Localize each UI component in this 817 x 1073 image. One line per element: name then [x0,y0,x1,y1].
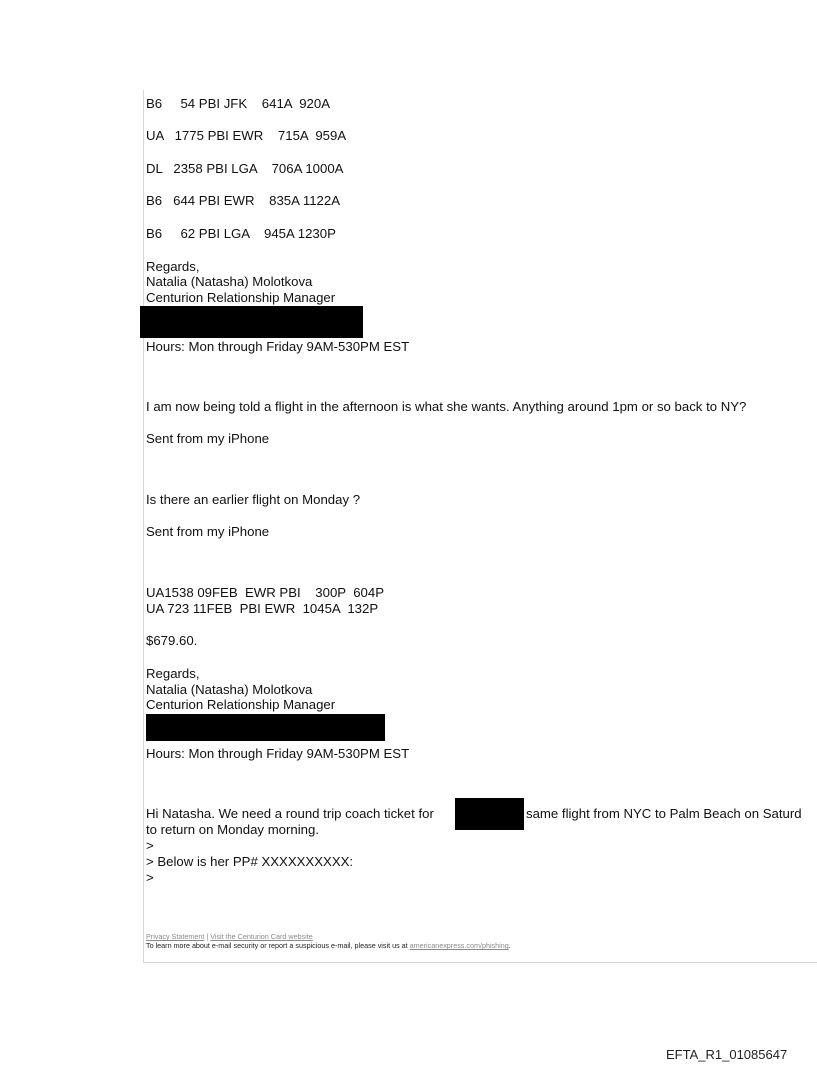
message-afternoon-request: I am now being told a flight in the afternoon is what she wants. Anything around 1pm or so back to NY? [146,399,747,414]
sig2-name: Natalia (Natasha) Molotkova [146,682,313,697]
redaction-block [146,714,385,741]
sig2-regards: Regards, [146,666,200,681]
request-line-1b: same flight from NYC to Palm Beach on Saturd [526,806,802,821]
quote-line: > [146,870,154,885]
redaction-block [140,306,363,338]
sig2-title: Centurion Relationship Manager [146,697,336,712]
flight-option-2: UA 1775 PBI EWR 715A 959A [146,128,347,143]
sig2-hours: Hours: Mon through Friday 9AM-530PM EST [146,746,410,761]
sig1-title: Centurion Relationship Manager [146,290,336,305]
message-earlier-flight: Is there an earlier flight on Monday ? [146,492,361,507]
phishing-link[interactable]: americanexpress.com/phishing [409,941,509,950]
itinerary-outbound: UA1538 09FEB EWR PBI 300P 604P [146,585,384,600]
sent-from-iphone: Sent from my iPhone [146,524,270,539]
footer-security-note [146,941,511,950]
footer-links [146,932,313,941]
flight-option-3: DL 2358 PBI LGA 706A 1000A [146,161,344,176]
itinerary-return: UA 723 11FEB PBI EWR 1045A 132P [146,601,379,616]
footer-separator: | [204,932,211,941]
sig1-hours: Hours: Mon through Friday 9AM-530PM EST [146,339,410,354]
sig1-regards: Regards, [146,259,200,274]
bates-number: EFTA_R1_01085647 [666,1047,788,1062]
sent-from-iphone: Sent from my iPhone [146,431,270,446]
request-line-2: to return on Monday morning. [146,822,319,837]
request-line-1a: Hi Natasha. We need a round trip coach ticket for [146,806,434,821]
footer-note-text: To learn more about e-mail security or report a suspicious e-mail, please visit us at [146,941,410,950]
privacy-statement-link[interactable]: Privacy Statement [146,932,205,941]
sig1-name: Natalia (Natasha) Molotkova [146,274,313,289]
redaction-block [455,798,524,830]
fare-price: $679.60. [146,633,198,648]
quote-line: > [146,838,154,853]
passport-line: > Below is her PP# XXXXXXXXXX: [146,854,354,869]
centurion-website-link[interactable]: Visit the Centurion Card website [210,932,313,941]
footer-period: . [508,941,511,950]
flight-option-1: B6 54 PBI JFK 641A 920A [146,96,330,111]
flight-option-5: B6 62 PBI LGA 945A 1230P [146,226,336,241]
flight-option-4: B6 644 PBI EWR 835A 1122A [146,193,341,208]
